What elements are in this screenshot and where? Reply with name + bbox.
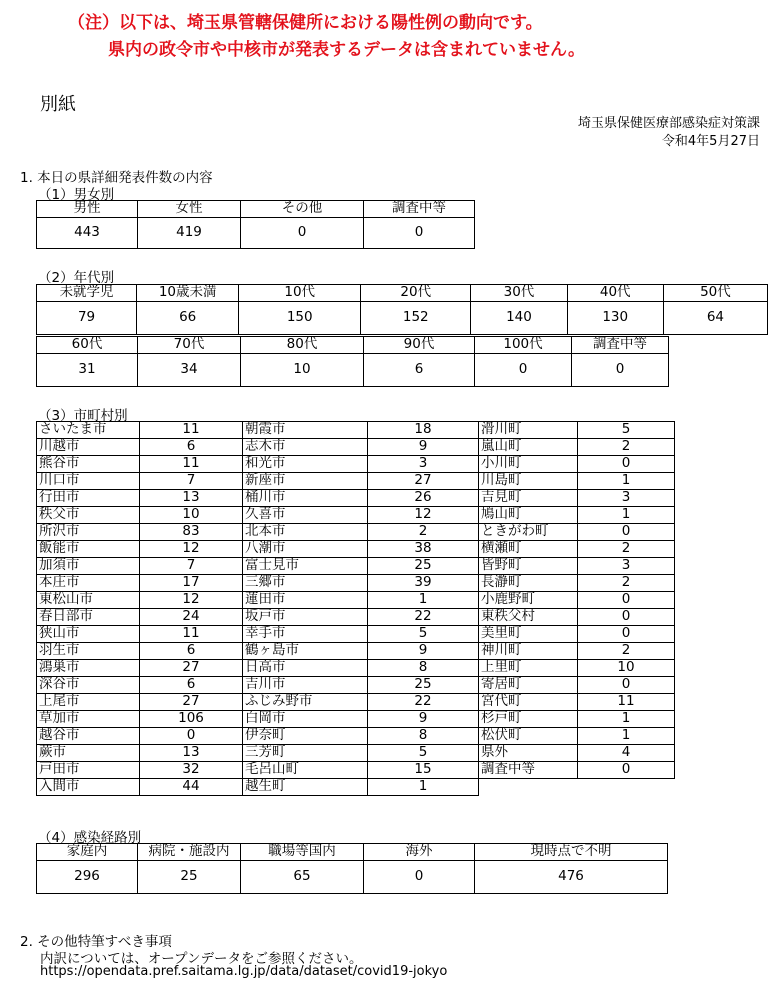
municipality-count: 24 (140, 609, 243, 626)
municipality-name: 鴻巣市 (37, 660, 140, 677)
route-value: 25 (138, 861, 241, 894)
table-row (37, 728, 675, 745)
age-value: 150 (239, 302, 361, 335)
municipality-count: 2 (578, 439, 675, 456)
section-2-text: 内訳については、オープンデータをご参照ください。 (40, 951, 363, 967)
gender-header: 調査中等 (364, 201, 475, 218)
municipality-count: 5 (578, 422, 675, 439)
municipality-count: 12 (140, 541, 243, 558)
route-value: 0 (364, 861, 475, 894)
age-value: 34 (138, 354, 241, 387)
municipality-name: 戸田市 (37, 762, 140, 779)
route-header: 海外 (364, 844, 475, 861)
age-header: 10代 (239, 285, 361, 302)
route-header: 家庭内 (37, 844, 138, 861)
municipality-count: 6 (140, 677, 243, 694)
age-header: 70代 (138, 337, 241, 354)
municipality-name: 羽生市 (37, 643, 140, 660)
table-row (37, 575, 675, 592)
age-header: 10歳未満 (137, 285, 239, 302)
table-row (37, 762, 675, 779)
municipality-count: 2 (578, 575, 675, 592)
age-header: 90代 (364, 337, 475, 354)
municipality-count: 25 (368, 677, 479, 694)
municipality-name: 長瀞町 (479, 575, 578, 592)
age-section-title: （2）年代別 (38, 270, 115, 286)
municipality-name: 三芳町 (243, 745, 368, 762)
empty-cell (479, 779, 578, 796)
municipality-count: 1 (368, 592, 479, 609)
municipality-count: 0 (578, 609, 675, 626)
municipality-count: 13 (140, 745, 243, 762)
municipality-count: 26 (368, 490, 479, 507)
municipality-count: 83 (140, 524, 243, 541)
age-value: 130 (567, 302, 663, 335)
municipality-name: 上尾市 (37, 694, 140, 711)
municipality-table (36, 421, 675, 796)
municipality-count: 1 (578, 473, 675, 490)
municipality-count: 0 (578, 456, 675, 473)
municipality-count: 0 (578, 762, 675, 779)
gender-value: 0 (364, 218, 475, 249)
table-row (37, 626, 675, 643)
empty-cell (578, 779, 675, 796)
municipality-count: 27 (140, 694, 243, 711)
municipality-name: 越生町 (243, 779, 368, 796)
municipality-count: 22 (368, 694, 479, 711)
gender-table (36, 200, 475, 249)
municipality-name: 三郷市 (243, 575, 368, 592)
municipality-count: 11 (578, 694, 675, 711)
table-row (37, 507, 675, 524)
municipality-name: 滑川町 (479, 422, 578, 439)
age-value: 152 (361, 302, 471, 335)
route-value: 296 (37, 861, 138, 894)
municipality-count: 10 (140, 507, 243, 524)
gender-value: 443 (37, 218, 138, 249)
gender-header: その他 (241, 201, 364, 218)
municipality-count: 7 (140, 558, 243, 575)
municipality-name: 桶川市 (243, 490, 368, 507)
municipality-name: 坂戸市 (243, 609, 368, 626)
table-row (37, 745, 675, 762)
table-row (37, 694, 675, 711)
municipality-name: 秩父市 (37, 507, 140, 524)
municipality-count: 39 (368, 575, 479, 592)
municipality-count: 44 (140, 779, 243, 796)
municipality-count: 0 (578, 524, 675, 541)
municipality-name: 松伏町 (479, 728, 578, 745)
municipality-name: 富士見市 (243, 558, 368, 575)
municipality-name: 調査中等 (479, 762, 578, 779)
section-1-title: 1. 本日の県詳細発表件数の内容 (20, 170, 213, 186)
municipality-name: 飯能市 (37, 541, 140, 558)
municipality-count: 1 (578, 507, 675, 524)
age-value: 140 (471, 302, 567, 335)
age-table-row-1 (36, 284, 768, 335)
municipality-count: 4 (578, 745, 675, 762)
municipality-name: 横瀬町 (479, 541, 578, 558)
age-header: 50代 (663, 285, 767, 302)
section-2-title: 2. その他特筆すべき事項 (20, 934, 172, 950)
municipality-name: 熊谷市 (37, 456, 140, 473)
municipality-count: 15 (368, 762, 479, 779)
municipality-name: 北本市 (243, 524, 368, 541)
municipality-name: 美里町 (479, 626, 578, 643)
table-row (37, 541, 675, 558)
municipality-count: 11 (140, 456, 243, 473)
municipality-name: 嵐山町 (479, 439, 578, 456)
municipality-count: 1 (578, 711, 675, 728)
municipality-count: 6 (140, 643, 243, 660)
municipality-count: 7 (140, 473, 243, 490)
municipality-count: 32 (140, 762, 243, 779)
route-table (36, 843, 668, 894)
municipality-name: 小鹿野町 (479, 592, 578, 609)
municipality-count: 6 (140, 439, 243, 456)
municipality-name: ふじみ野市 (243, 694, 368, 711)
municipality-name: 川島町 (479, 473, 578, 490)
age-value: 66 (137, 302, 239, 335)
age-value: 79 (37, 302, 137, 335)
municipality-count: 8 (368, 660, 479, 677)
report-date: 令和4年5月27日 (661, 134, 760, 149)
municipality-name: 毛呂山町 (243, 762, 368, 779)
municipality-name: 和光市 (243, 456, 368, 473)
municipality-count: 22 (368, 609, 479, 626)
route-section-title: （4）感染経路別 (38, 830, 142, 846)
table-row (37, 660, 675, 677)
age-header: 未就学児 (37, 285, 137, 302)
municipality-count: 38 (368, 541, 479, 558)
gender-value: 419 (138, 218, 241, 249)
municipality-name: 杉戸町 (479, 711, 578, 728)
table-row (37, 677, 675, 694)
municipality-count: 25 (368, 558, 479, 575)
municipality-name: 日高市 (243, 660, 368, 677)
municipality-name: 上里町 (479, 660, 578, 677)
municipality-count: 8 (368, 728, 479, 745)
gender-header: 男性 (37, 201, 138, 218)
municipality-count: 0 (578, 592, 675, 609)
municipality-count: 5 (368, 745, 479, 762)
municipality-count: 0 (578, 677, 675, 694)
age-table-row-2 (36, 336, 669, 387)
municipality-name: 東松山市 (37, 592, 140, 609)
municipality-name: 県外 (479, 745, 578, 762)
municipality-name: 越谷市 (37, 728, 140, 745)
municipality-name: 加須市 (37, 558, 140, 575)
municipality-name: 寄居町 (479, 677, 578, 694)
municipality-count: 3 (578, 558, 675, 575)
municipality-count: 27 (140, 660, 243, 677)
municipality-name: 吉見町 (479, 490, 578, 507)
table-row (37, 592, 675, 609)
table-row (37, 439, 675, 456)
age-value: 0 (572, 354, 669, 387)
municipality-count: 1 (578, 728, 675, 745)
municipality-name: 皆野町 (479, 558, 578, 575)
municipality-name: 川越市 (37, 439, 140, 456)
route-header: 病院・施設内 (138, 844, 241, 861)
municipality-count: 9 (368, 643, 479, 660)
municipality-name: 草加市 (37, 711, 140, 728)
municipality-name: ときがわ町 (479, 524, 578, 541)
municipality-count: 0 (578, 626, 675, 643)
municipality-count: 106 (140, 711, 243, 728)
age-value: 0 (475, 354, 572, 387)
municipality-name: 吉川市 (243, 677, 368, 694)
municipality-count: 9 (368, 711, 479, 728)
municipality-count: 2 (578, 541, 675, 558)
gender-header: 女性 (138, 201, 241, 218)
municipality-count: 3 (578, 490, 675, 507)
department-name: 埼玉県保健医療部感染症対策課 (577, 116, 760, 131)
route-header: 現時点で不明 (475, 844, 668, 861)
notice-line-1: （注）以下は、埼玉県管轄保健所における陽性例の動向です。 (68, 13, 543, 33)
age-header: 60代 (37, 337, 138, 354)
municipality-count: 11 (140, 626, 243, 643)
table-row (37, 643, 675, 660)
route-value: 65 (241, 861, 364, 894)
municipality-count: 1 (368, 779, 479, 796)
municipality-count: 11 (140, 422, 243, 439)
municipality-name: 春日部市 (37, 609, 140, 626)
table-row (37, 609, 675, 626)
municipality-name: 神川町 (479, 643, 578, 660)
municipality-name: 深谷市 (37, 677, 140, 694)
municipality-name: 東秩父村 (479, 609, 578, 626)
age-header: 30代 (471, 285, 567, 302)
municipality-name: 小川町 (479, 456, 578, 473)
table-row (37, 779, 675, 796)
municipality-name: 新座市 (243, 473, 368, 490)
municipality-count: 2 (368, 524, 479, 541)
municipality-count: 12 (368, 507, 479, 524)
route-header: 職場等国内 (241, 844, 364, 861)
age-header: 80代 (241, 337, 364, 354)
municipality-name: 伊奈町 (243, 728, 368, 745)
municipality-name: 宮代町 (479, 694, 578, 711)
page-heading: 別紙 (40, 94, 76, 115)
municipality-count: 0 (140, 728, 243, 745)
municipality-name: 本庄市 (37, 575, 140, 592)
municipality-count: 18 (368, 422, 479, 439)
municipality-name: 久喜市 (243, 507, 368, 524)
municipality-count: 3 (368, 456, 479, 473)
municipality-name: さいたま市 (37, 422, 140, 439)
municipality-name: 所沢市 (37, 524, 140, 541)
municipality-count: 5 (368, 626, 479, 643)
municipality-name: 蓮田市 (243, 592, 368, 609)
age-value: 31 (37, 354, 138, 387)
gender-section-title: （1）男女別 (38, 187, 115, 203)
municipality-name: 朝霞市 (243, 422, 368, 439)
table-row (37, 422, 675, 439)
table-row (37, 524, 675, 541)
municipality-count: 2 (578, 643, 675, 660)
municipality-name: 白岡市 (243, 711, 368, 728)
table-row (37, 473, 675, 490)
municipality-name: 八潮市 (243, 541, 368, 558)
gender-value: 0 (241, 218, 364, 249)
table-row (37, 456, 675, 473)
age-value: 10 (241, 354, 364, 387)
age-value: 6 (364, 354, 475, 387)
age-header: 40代 (567, 285, 663, 302)
municipality-name: 志木市 (243, 439, 368, 456)
municipality-name: 鳩山町 (479, 507, 578, 524)
municipality-name: 行田市 (37, 490, 140, 507)
open-data-link[interactable]: https://opendata.pref.saitama.lg.jp/data/dataset/covid19-jokyo (40, 964, 448, 979)
municipality-name: 鶴ヶ島市 (243, 643, 368, 660)
table-row (37, 711, 675, 728)
age-header: 100代 (475, 337, 572, 354)
municipality-count: 9 (368, 439, 479, 456)
municipality-name: 入間市 (37, 779, 140, 796)
notice-line-2: 県内の政令市や中核市が発表するデータは含まれていません。 (108, 40, 586, 60)
municipality-name: 川口市 (37, 473, 140, 490)
municipality-count: 12 (140, 592, 243, 609)
age-header: 20代 (361, 285, 471, 302)
municipality-count: 10 (578, 660, 675, 677)
municipality-name: 蕨市 (37, 745, 140, 762)
municipality-section-title: （3）市町村別 (38, 408, 128, 424)
municipality-count: 13 (140, 490, 243, 507)
table-row (37, 558, 675, 575)
municipality-count: 17 (140, 575, 243, 592)
municipality-name: 幸手市 (243, 626, 368, 643)
route-value: 476 (475, 861, 668, 894)
municipality-name: 狭山市 (37, 626, 140, 643)
table-row (37, 490, 675, 507)
municipality-count: 27 (368, 473, 479, 490)
age-header: 調査中等 (572, 337, 669, 354)
age-value: 64 (663, 302, 767, 335)
